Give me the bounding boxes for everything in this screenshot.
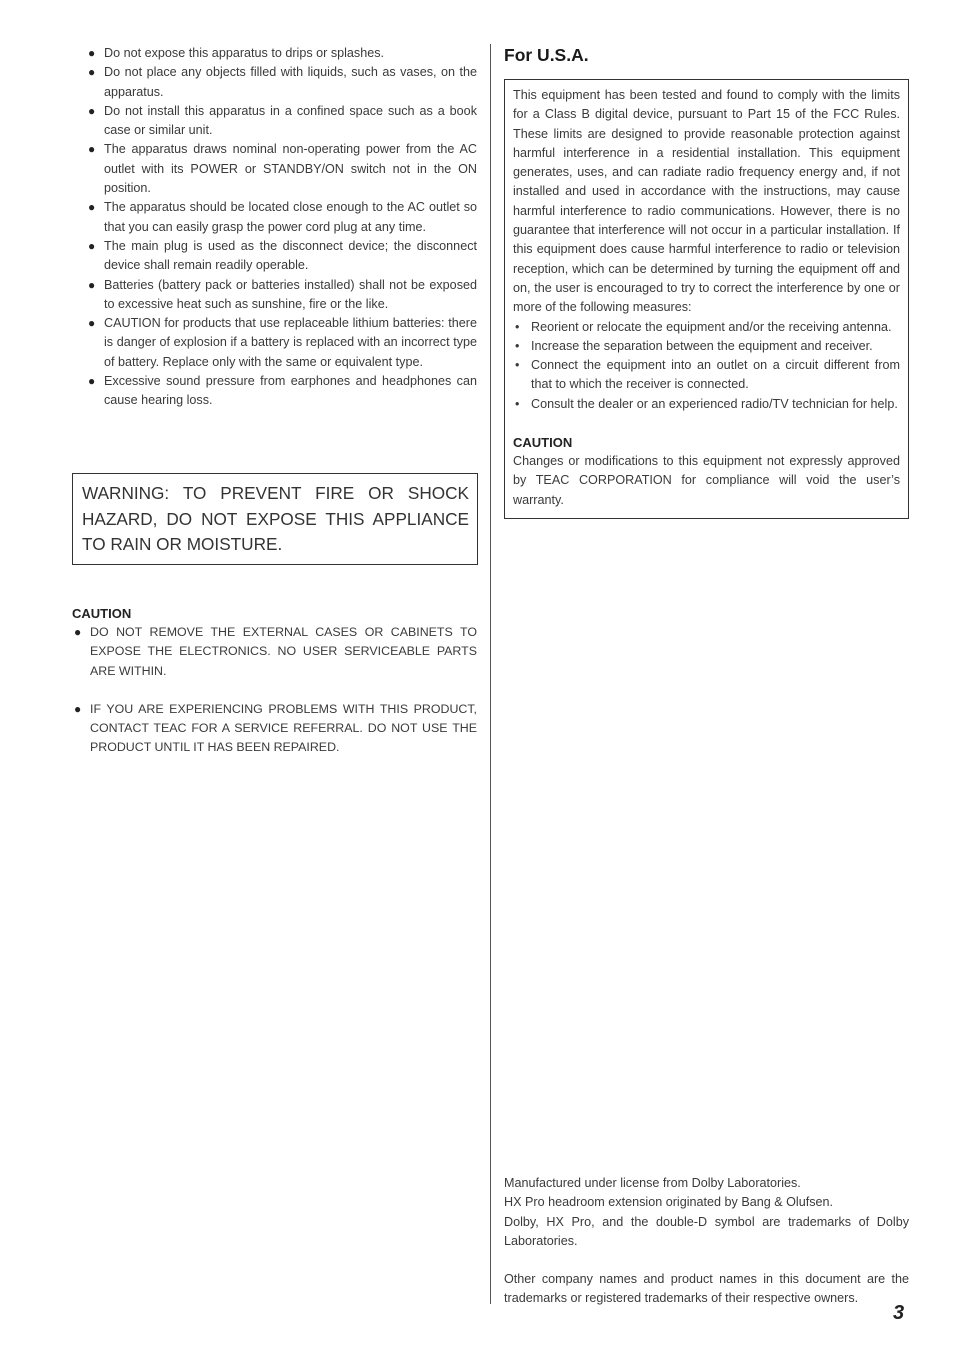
bullet-icon: ● [74, 701, 82, 716]
list-item: ● Do not expose this apparatus to drips or splashes. [88, 44, 477, 63]
bullet-icon: ● [88, 277, 96, 292]
fcc-intro: This equipment has been tested and found to comply with the limits for a Class B digital device, pursuant to Part 15 of the FCC Rules. These limits are designed to provide reasonable protection against harmful interference in a residential installation. This equipment generates, uses, and can radiate radio frequency energy and, if not installed and used in accordance with the instructions, may cause harmful interference to radio communications. However, there is no guarantee that interference will not occur in a particular installation. If this equipment does cause harmful interference to radio or television reception, which can be determined by turning the equipment off and on, the user is encouraged to try to correct the interference by one or more of the following measures: [513, 88, 900, 315]
list-item: ● DO NOT REMOVE THE EXTERNAL CASES OR CABINETS TO EXPOSE THE ELECTRONICS. NO USER SERVICEABLE PARTS ARE WITHIN. [74, 625, 477, 678]
warning-box: WARNING: TO PREVENT FIRE OR SHOCK HAZARD, DO NOT EXPOSE THIS APPLIANCE TO RAIN OR MOISTURE. [72, 473, 478, 565]
list-item: ● The apparatus draws nominal non-operating power from the AC outlet with its POWER or STANDBY/ON switch not in the ON position. [88, 142, 477, 196]
list-item: ● Do not place any objects filled with liquids, such as vases, on the apparatus. [88, 65, 477, 99]
list-item: ● The apparatus should be located close enough to the AC outlet so that you can easily grasp the power cord plug at any time. [88, 200, 477, 234]
bullet-icon: • [515, 396, 520, 411]
list-item: ● IF YOU ARE EXPERIENCING PROBLEMS WITH THIS PRODUCT, CONTACT TEAC FOR A SERVICE REFERRAL. DO NOT USE THE PRODUCT UNTIL IT HAS BEEN REPAIRED. [74, 701, 477, 755]
license-notice [504, 1174, 909, 1309]
bullet-icon: • [515, 338, 520, 353]
list-item: ● CAUTION for products that use replaceable lithium batteries: there is danger of explosion if a battery is replaced with an incorrect type of battery. Replace only with the same or equivalent type. [88, 316, 477, 369]
bullet-icon: ● [88, 142, 96, 157]
bullet-icon: ● [88, 65, 96, 80]
caution-list [74, 623, 477, 758]
fcc-statement-box [504, 79, 909, 519]
list-item: • Connect the equipment into an outlet on a circuit different from that to which the receiver is connected. [515, 358, 900, 392]
license-line: HX Pro headroom extension originated by Bang & Olufsen. [504, 1195, 834, 1210]
fcc-measures-list [513, 318, 900, 414]
bullet-icon: ● [74, 625, 82, 639]
caution-section [72, 604, 477, 758]
fcc-caution-text: Changes or modifications to this equipment not expressly approved by TEAC CORPORATION for compliance will void the user’s warranty. [513, 454, 900, 507]
safety-bullet-list [88, 44, 477, 411]
column-divider [490, 44, 491, 1304]
license-line: Manufactured under license from Dolby Laboratories. [504, 1176, 801, 1190]
page-number: 3 [893, 1302, 905, 1324]
list-item: • Reorient or relocate the equipment and/or the receiving antenna. [513, 318, 900, 337]
list-item: ● Do not install this apparatus in a confined space such as a book case or similar unit. [88, 103, 477, 138]
usa-column [504, 44, 909, 519]
license-line: Dolby, HX Pro, and the double-D symbol are trademarks of Dolby Laboratories. [504, 1214, 909, 1248]
bullet-icon: • [515, 319, 520, 334]
list-item: • Consult the dealer or an experienced radio/TV technician for help. [513, 395, 900, 414]
fcc-caution-heading: CAUTION [513, 435, 573, 451]
bullet-icon: ● [88, 103, 96, 118]
bullet-icon: ● [88, 316, 96, 331]
list-item: ● Excessive sound pressure from earphones and headphones can cause hearing loss. [88, 374, 477, 408]
trademark-notice: Other company names and product names in this document are the trademarks or registered trademarks of their respective owners. [504, 1272, 909, 1306]
usa-heading: For U.S.A. [504, 45, 589, 65]
bullet-icon: ● [88, 46, 96, 60]
caution-heading: CAUTION [72, 606, 132, 621]
list-item: ● The main plug is used as the disconnect device; the disconnect device shall remain readily operable. [88, 238, 477, 273]
bullet-icon: ● [88, 200, 96, 215]
bullet-icon: ● [88, 238, 96, 253]
bullet-icon: ● [88, 374, 96, 389]
safety-instructions-column [72, 44, 477, 411]
bullet-icon: • [515, 358, 520, 373]
list-item: • Increase the separation between the equipment and receiver. [513, 337, 900, 356]
list-item: ● Batteries (battery pack or batteries installed) shall not be exposed to excessive heat such as sunshine, fire or the like. [88, 277, 477, 311]
